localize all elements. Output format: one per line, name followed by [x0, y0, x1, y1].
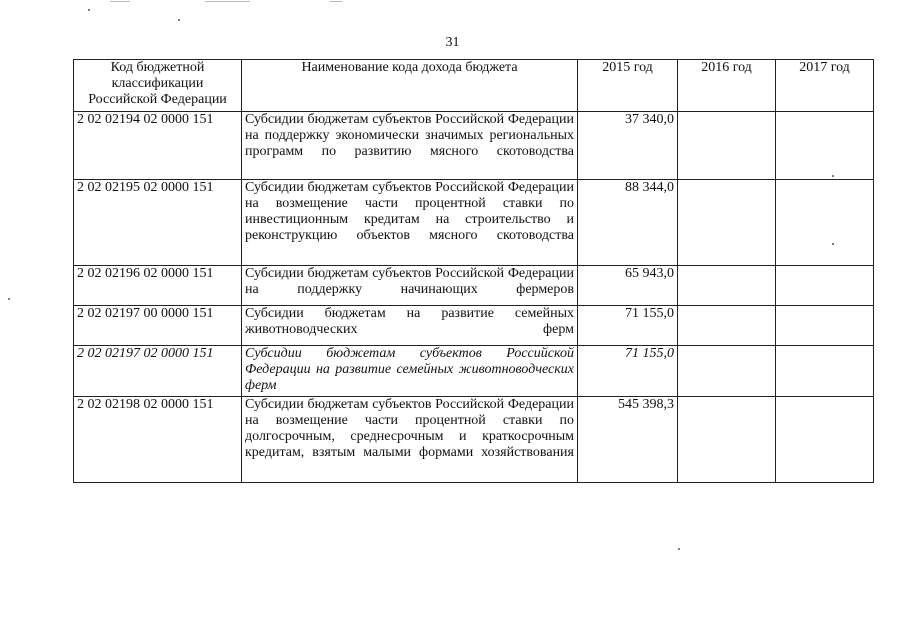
- table-row: [74, 266, 874, 306]
- table-header-row: [74, 60, 874, 112]
- row-amount-2017: [776, 306, 874, 346]
- row-amount-2015: 65 943,0: [578, 266, 678, 306]
- row-name: Субсидии бюджетам субъектов Российской Федерации на развитие семейных животноводческих ферм: [242, 346, 578, 397]
- row-amount-2016: [678, 112, 776, 180]
- header-name: Наименование кода дохода бюджета: [242, 60, 578, 112]
- page-number: 31: [445, 35, 460, 50]
- scan-artifact-speck: [88, 9, 90, 11]
- header-2015: 2015 год: [578, 60, 678, 112]
- table-row: [74, 306, 874, 346]
- scan-artifact-speck: [8, 298, 10, 300]
- row-name: Субсидии бюджетам субъектов Российской Федерации на возмещение части процентной ставки по долгосрочным, среднесрочным и краткосрочным кредитам, взятым малыми формами хозяйствования: [242, 397, 578, 483]
- row-name: Субсидии бюджетам на развитие семейных животноводческих ферм: [242, 306, 578, 346]
- scan-artifact-line: [110, 1, 130, 2]
- row-amount-2017: [776, 266, 874, 306]
- row-code: 2 02 02197 00 0000 151: [74, 306, 242, 346]
- row-code: 2 02 02195 02 0000 151: [74, 180, 242, 266]
- scan-artifact-speck: [178, 19, 180, 21]
- row-amount-2015: 71 155,0: [578, 306, 678, 346]
- scan-artifact-line: [330, 1, 342, 2]
- row-amount-2016: [678, 306, 776, 346]
- header-2016: 2016 год: [678, 60, 776, 112]
- row-code: 2 02 02196 02 0000 151: [74, 266, 242, 306]
- header-2017: 2017 год: [776, 60, 874, 112]
- row-amount-2015: 37 340,0: [578, 112, 678, 180]
- row-name: Субсидии бюджетам субъектов Российской Федерации на поддержку экономически значимых региональных программ по развитию мясного скотоводства: [242, 112, 578, 180]
- row-amount-2016: [678, 397, 776, 483]
- row-code: 2 02 02194 02 0000 151: [74, 112, 242, 180]
- row-name: Субсидии бюджетам субъектов Российской Федерации на поддержку начинающих фермеров: [242, 266, 578, 306]
- row-amount-2017: [776, 180, 874, 266]
- table-row: [74, 346, 874, 397]
- row-amount-2017: [776, 346, 874, 397]
- row-amount-2015: 71 155,0: [578, 346, 678, 397]
- row-amount-2015: 545 398,3: [578, 397, 678, 483]
- row-amount-2017: [776, 112, 874, 180]
- header-code: Код бюджетной классификации Российской Федерации: [74, 60, 242, 112]
- table-row: [74, 112, 874, 180]
- row-amount-2016: [678, 266, 776, 306]
- budget-income-table: [73, 59, 874, 483]
- row-amount-2017: [776, 397, 874, 483]
- scan-artifact-speck: [678, 548, 680, 550]
- table-row: [74, 180, 874, 266]
- scan-artifact-line: [205, 1, 250, 2]
- row-code: 2 02 02197 02 0000 151: [74, 346, 242, 397]
- row-amount-2015: 88 344,0: [578, 180, 678, 266]
- table-row: [74, 397, 874, 483]
- row-code: 2 02 02198 02 0000 151: [74, 397, 242, 483]
- row-amount-2016: [678, 346, 776, 397]
- row-amount-2016: [678, 180, 776, 266]
- row-name: Субсидии бюджетам субъектов Российской Федерации на возмещение части процентной ставки по инвестиционным кредитам на строительство и реконструкцию объектов мясного скотоводства: [242, 180, 578, 266]
